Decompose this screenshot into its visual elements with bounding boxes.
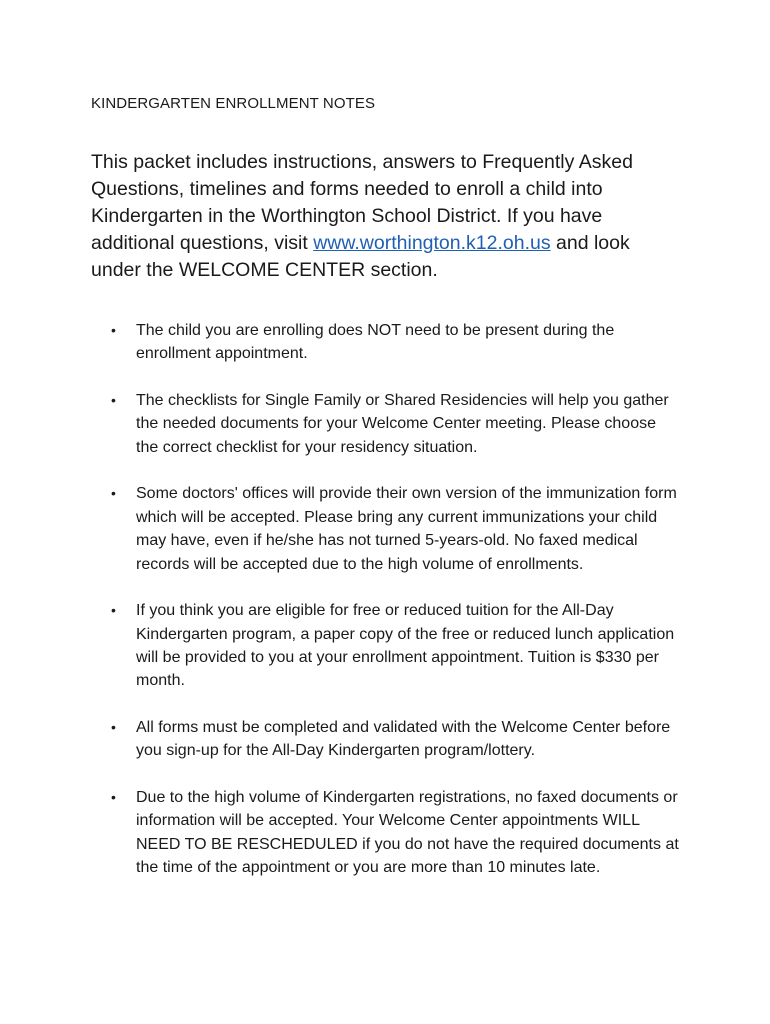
bullet-icon: •: [111, 602, 116, 619]
list-item: [111, 599, 681, 693]
page-title: KINDERGARTEN ENROLLMENT NOTES: [91, 95, 376, 112]
note-text: The checklists for Single Family or Shared Residencies will help you gather the needed documents for your Welcome Center meeting. Please choose the correct checklist for your residency situation.: [136, 392, 669, 456]
bullet-icon: •: [111, 322, 116, 338]
note-text: Some doctors' offices will provide their own version of the immunization form which will be accepted. Please bring any current immunizations your child may have, even if he/she has not turned 5-years-old. No faxed medical records will be accepted due to the high volume of enrollments.: [136, 485, 677, 573]
bullet-icon: •: [111, 719, 116, 736]
list-item: [111, 482, 681, 576]
bullet-icon: •: [111, 392, 116, 408]
intro-text-before-link: This packet includes instructions, answers to Frequently Asked Questions, timelines and forms needed to enroll a child into Kindergarten in the Worthington School District. If you have additional questions, visit: [91, 151, 633, 254]
list-item: [111, 716, 681, 763]
bullet-icon: •: [111, 485, 116, 502]
welcome-center-link[interactable]: www.worthington.k12.oh.us: [313, 232, 551, 254]
intro-text-after-link: and look under the WELCOME CENTER section.: [91, 232, 630, 281]
list-item: [111, 786, 681, 880]
note-text: If you think you are eligible for free or reduced tuition for the All-Day Kindergarten program, a paper copy of the free or reduced lunch application will be provided to you at your enrollment appointment. Tuition is $330 per month.: [136, 602, 675, 690]
list-item: [111, 319, 681, 366]
note-text: The child you are enrolling does NOT need to be present during the enrollment appointment.: [136, 322, 615, 363]
note-text: All forms must be completed and validated with the Welcome Center before you sign-up for the All-Day Kindergarten program/lottery.: [136, 719, 671, 760]
list-item: [111, 389, 681, 459]
intro-paragraph: [91, 149, 671, 284]
enrollment-notes-list: [111, 319, 681, 880]
bullet-icon: •: [111, 789, 116, 806]
note-text: Due to the high volume of Kindergarten registrations, no faxed documents or information will be accepted. Your Welcome Center appointments WILL NEED TO BE RESCHEDULED if you do not have the required documents at the time of the appointment or you are more than 10 minutes late.: [136, 789, 679, 877]
